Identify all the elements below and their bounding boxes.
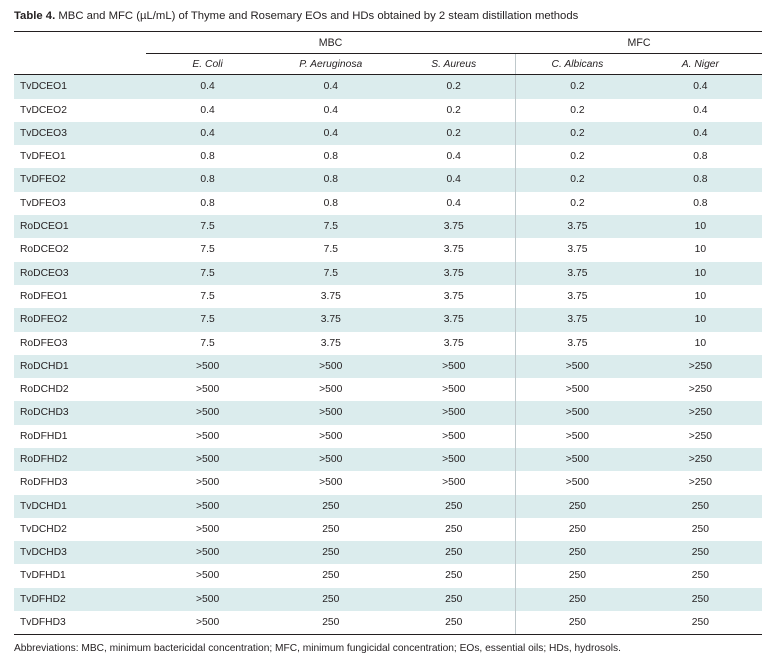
group-header-mbc: MBC [146,32,516,54]
cell-value: 250 [516,541,639,564]
cell-value: 0.4 [639,75,762,99]
cell-sample: TvDCHD3 [14,541,146,564]
cell-value: 3.75 [392,262,515,285]
cell-value: >500 [516,401,639,424]
cell-value: >250 [639,401,762,424]
table-row [14,192,762,215]
cell-sample: RoDFHD3 [20,477,68,489]
cell-value: 250 [322,523,340,535]
cell-value: >500 [195,477,220,489]
cell-value: >500 [392,355,515,378]
cell-sample: TvDFHD3 [14,611,146,635]
cell-value: 10 [694,337,707,349]
cell-value: 7.5 [146,215,269,238]
cell-value: 0.8 [323,197,338,209]
table-head [14,32,762,75]
cell-value: 3.75 [443,244,464,256]
cell-value: 0.4 [392,168,515,191]
table-row [14,495,762,518]
cell-value: 0.8 [323,151,338,163]
cell-value: >500 [442,384,466,396]
cell-sample: RoDFEO2 [14,308,146,331]
cell-value: 3.75 [516,238,639,261]
cell-sample: RoDFHD2 [14,448,146,471]
table-row [14,471,762,494]
group-header-blank [14,32,146,54]
cell-value: >500 [146,401,269,424]
cell-sample: TvDFEO3 [20,197,66,209]
cell-value: 250 [392,495,515,518]
cell-value: 3.75 [392,308,515,331]
cell-sample: TvDFEO1 [20,151,66,163]
cell-value: 250 [691,523,709,535]
table-body [14,75,762,635]
cell-value: 250 [445,570,463,582]
cell-value: 250 [516,588,639,611]
table-row [14,122,762,145]
cell-sample: RoDCHD2 [20,384,69,396]
cell-value: 0.2 [516,99,639,122]
table-row [14,401,762,424]
cell-value: 0.8 [693,197,708,209]
caption-label: Table 4. [14,10,56,22]
cell-value: >500 [319,430,343,442]
cell-value: 250 [516,564,639,587]
group-header-mfc: MFC [516,32,762,54]
cell-value: >500 [319,384,343,396]
column-header-e-coli: E. Coli [146,54,269,75]
cell-value: 0.8 [639,168,762,191]
cell-value: 250 [691,570,709,582]
cell-sample: TvDCHD2 [20,523,67,535]
data-table [14,31,762,635]
cell-value: >500 [146,611,269,635]
cell-value: 250 [392,541,515,564]
cell-value: 10 [639,308,762,331]
cell-value: 7.5 [200,337,215,349]
cell-value: >500 [516,425,639,448]
cell-value: >500 [146,588,269,611]
cell-value: 0.4 [323,104,338,116]
cell-value: 10 [639,215,762,238]
cell-value: 0.4 [446,197,461,209]
table-row [14,168,762,191]
table-row [14,145,762,168]
cell-value: 250 [516,611,639,635]
cell-value: 250 [639,541,762,564]
table-row [14,564,762,587]
cell-value: 0.8 [693,151,708,163]
cell-value: >500 [195,384,220,396]
cell-value: 3.75 [320,290,341,302]
cell-value: 250 [392,611,515,635]
cell-value: 3.75 [269,308,392,331]
cell-value: 10 [694,290,707,302]
cell-sample: TvDCEO2 [20,104,67,116]
cell-value: 0.4 [146,75,269,99]
cell-value: 7.5 [200,244,215,256]
cell-value: 250 [392,588,515,611]
cell-value: 250 [269,611,392,635]
cell-value: >500 [392,448,515,471]
cell-value: 0.4 [693,104,708,116]
cell-value: >500 [269,401,392,424]
table-row [14,518,762,541]
cell-sample: RoDFHD1 [20,430,68,442]
caption-text: MBC and MFC (µL/mL) of Thyme and Rosemary EOs and HDs obtained by 2 steam distillation methods [55,10,579,22]
cell-value: 7.5 [200,290,215,302]
cell-value: >500 [195,430,220,442]
cell-value: 0.4 [269,75,392,99]
cell-value: >250 [688,430,712,442]
cell-value: >500 [516,378,639,401]
cell-value: 3.75 [516,262,639,285]
cell-sample: TvDCEO3 [14,122,146,145]
table-row [14,262,762,285]
cell-value: 0.2 [516,75,639,99]
cell-sample: RoDFEO1 [20,290,68,302]
table-row [14,238,762,261]
table-row [14,588,762,611]
column-header-p-aeruginosa: P. Aeruginosa [269,54,392,75]
cell-value: 250 [516,518,639,541]
table-row [14,308,762,331]
cell-value: >500 [195,570,220,582]
cell-value: 0.4 [446,151,461,163]
cell-sample: RoDFEO3 [20,337,68,349]
column-header-sample [14,54,146,75]
cell-value: 0.2 [516,145,639,168]
cell-value: 7.5 [323,244,338,256]
table-row [14,425,762,448]
cell-value: >500 [146,495,269,518]
cell-value: 7.5 [269,215,392,238]
column-header-a-niger: A. Niger [639,54,762,75]
cell-value: 0.2 [392,122,515,145]
cell-sample: TvDFHD1 [20,570,66,582]
cell-value: >500 [516,471,639,494]
cell-value: 7.5 [146,308,269,331]
cell-value: 0.8 [200,151,215,163]
cell-value: >500 [392,401,515,424]
cell-value: >500 [516,355,639,378]
cell-sample: RoDCEO1 [14,215,146,238]
cell-sample: TvDCEO1 [14,75,146,99]
cell-value: >500 [269,448,392,471]
cell-value: 7.5 [269,262,392,285]
cell-value: 250 [269,588,392,611]
cell-value: >250 [639,355,762,378]
cell-sample: TvDCHD1 [14,495,146,518]
cell-value: 0.4 [639,122,762,145]
cell-value: 250 [639,495,762,518]
cell-sample: RoDCEO3 [14,262,146,285]
cell-sample: TvDFEO2 [14,168,146,191]
table-row [14,378,762,401]
cell-value: 250 [269,495,392,518]
cell-value: 0.2 [392,75,515,99]
cell-sample: TvDFHD2 [14,588,146,611]
cell-value: 250 [269,541,392,564]
cell-value: >500 [146,355,269,378]
cell-value: 250 [322,570,340,582]
cell-value: 0.4 [269,122,392,145]
cell-sample: RoDCEO2 [20,244,69,256]
table-row [14,332,762,355]
table-row [14,285,762,308]
table-row [14,99,762,122]
cell-value: >500 [146,541,269,564]
cell-value: 0.2 [446,104,461,116]
table-row [14,611,762,635]
cell-value: >500 [269,355,392,378]
cell-value: 10 [694,244,707,256]
column-header-row [14,54,762,75]
cell-value: >250 [688,384,712,396]
cell-value: >500 [516,448,639,471]
cell-value: 3.75 [392,215,515,238]
cell-value: >500 [442,477,466,489]
column-header-s-aureus: S. Aureus [392,54,515,75]
table-caption [0,0,776,31]
cell-value: 0.8 [269,168,392,191]
column-header-c-albicans: C. Albicans [516,54,639,75]
cell-value: >500 [319,477,343,489]
table-row [14,215,762,238]
cell-value: 3.75 [320,337,341,349]
cell-value: 250 [639,611,762,635]
cell-value: 0.8 [200,197,215,209]
cell-value: 250 [516,495,639,518]
cell-value: 3.75 [516,308,639,331]
table-footnote: Abbreviations: MBC, minimum bactericidal concentration; MFC, minimum fungicidal concentration; EOs, essential oils; HDs, hydrosols. [14,643,621,655]
cell-value: >500 [195,523,220,535]
cell-value: 3.75 [516,332,639,355]
cell-value: 10 [639,262,762,285]
cell-value: 250 [639,588,762,611]
table-row [14,541,762,564]
cell-value: >500 [146,448,269,471]
cell-value: 3.75 [516,285,639,308]
table-row [14,448,762,471]
cell-value: 0.2 [516,122,639,145]
cell-value: >250 [688,477,712,489]
cell-value: 250 [445,523,463,535]
cell-value: 0.4 [200,104,215,116]
cell-value: 3.75 [443,290,464,302]
cell-value: 3.75 [516,215,639,238]
cell-value: 0.2 [516,168,639,191]
table-row [14,75,762,99]
cell-sample: RoDCHD3 [14,401,146,424]
cell-value: 3.75 [443,337,464,349]
table-row [14,355,762,378]
cell-value: 7.5 [146,262,269,285]
cell-value: 0.2 [516,192,639,215]
cell-sample: RoDCHD1 [14,355,146,378]
group-header-row [14,32,762,54]
cell-value: >500 [442,430,466,442]
cell-value: 0.8 [146,168,269,191]
cell-value: >250 [639,448,762,471]
cell-value: 0.4 [146,122,269,145]
